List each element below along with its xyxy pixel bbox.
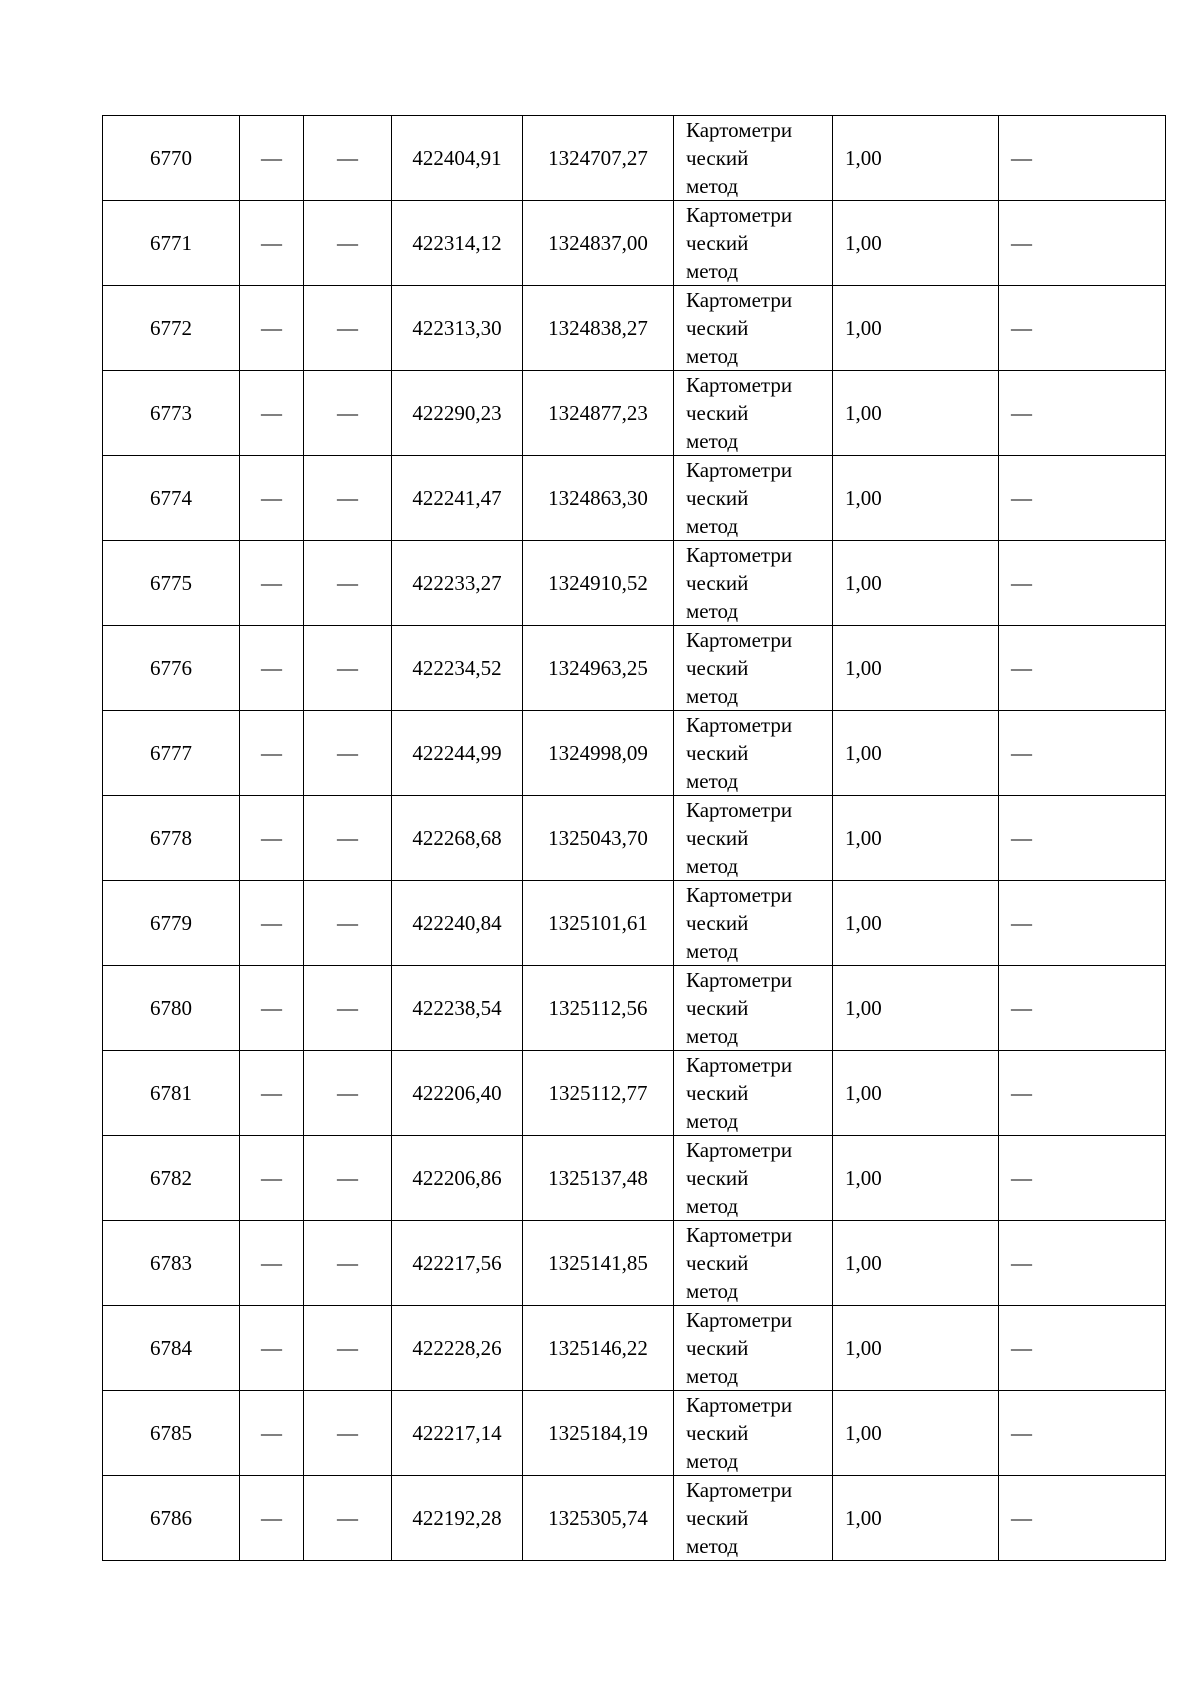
empty-x-cell: — (240, 1136, 304, 1221)
method-cell (674, 1391, 833, 1476)
empty-x-cell: — (240, 371, 304, 456)
method-cell (674, 881, 833, 966)
accuracy-cell: 1,00 (833, 626, 999, 711)
empty-y-cell: — (304, 711, 392, 796)
empty-x-cell: — (240, 1221, 304, 1306)
last-column-cell: — (999, 541, 1166, 626)
last-column-cell: — (999, 796, 1166, 881)
accuracy-cell: 1,00 (833, 1051, 999, 1136)
accuracy-cell: 1,00 (833, 1136, 999, 1221)
y-coordinate-cell: 1324963,25 (523, 626, 674, 711)
method-text-line: метод (686, 1109, 739, 1133)
method-text-line: метод (686, 939, 739, 963)
table-row (103, 1391, 1166, 1476)
method-cell (674, 711, 833, 796)
accuracy-cell: 1,00 (833, 1306, 999, 1391)
method-text-line: Картометри (686, 1223, 793, 1247)
method-text-line: ческий (686, 486, 749, 510)
accuracy-cell: 1,00 (833, 201, 999, 286)
empty-y-cell: — (304, 456, 392, 541)
last-column-cell: — (999, 1306, 1166, 1391)
table-row (103, 456, 1166, 541)
method-text-line: Картометри (686, 968, 793, 992)
y-coordinate-cell: 1325043,70 (523, 796, 674, 881)
point-number-cell: 6773 (103, 371, 240, 456)
empty-y-cell: — (304, 1221, 392, 1306)
table-row (103, 286, 1166, 371)
table-row (103, 1476, 1166, 1561)
point-number-cell: 6777 (103, 711, 240, 796)
y-coordinate-cell: 1324837,00 (523, 201, 674, 286)
last-column-cell: — (999, 286, 1166, 371)
empty-x-cell: — (240, 1051, 304, 1136)
table-row (103, 1136, 1166, 1221)
accuracy-cell: 1,00 (833, 286, 999, 371)
method-cell (674, 1051, 833, 1136)
empty-y-cell: — (304, 286, 392, 371)
empty-y-cell: — (304, 116, 392, 201)
y-coordinate-cell: 1324707,27 (523, 116, 674, 201)
empty-x-cell: — (240, 626, 304, 711)
x-coordinate-cell: 422244,99 (392, 711, 523, 796)
method-text-line: Картометри (686, 628, 793, 652)
method-text-line: метод (686, 769, 739, 793)
table-row (103, 541, 1166, 626)
empty-y-cell: — (304, 1136, 392, 1221)
empty-x-cell: — (240, 796, 304, 881)
coordinates-table (102, 115, 1166, 1561)
point-number-cell: 6786 (103, 1476, 240, 1561)
x-coordinate-cell: 422217,56 (392, 1221, 523, 1306)
method-cell (674, 116, 833, 201)
point-number-cell: 6784 (103, 1306, 240, 1391)
empty-x-cell: — (240, 456, 304, 541)
empty-y-cell: — (304, 1051, 392, 1136)
y-coordinate-cell: 1325305,74 (523, 1476, 674, 1561)
y-coordinate-cell: 1325137,48 (523, 1136, 674, 1221)
method-text-line: метод (686, 344, 739, 368)
method-text-line: Картометри (686, 1308, 793, 1332)
empty-x-cell: — (240, 711, 304, 796)
y-coordinate-cell: 1325146,22 (523, 1306, 674, 1391)
empty-x-cell: — (240, 1306, 304, 1391)
empty-y-cell: — (304, 1391, 392, 1476)
y-coordinate-cell: 1325101,61 (523, 881, 674, 966)
y-coordinate-cell: 1324838,27 (523, 286, 674, 371)
accuracy-cell: 1,00 (833, 881, 999, 966)
method-cell (674, 1306, 833, 1391)
method-text-line: метод (686, 429, 739, 453)
method-text-line: метод (686, 514, 739, 538)
point-number-cell: 6783 (103, 1221, 240, 1306)
y-coordinate-cell: 1324863,30 (523, 456, 674, 541)
method-text-line: метод (686, 1194, 739, 1218)
point-number-cell: 6782 (103, 1136, 240, 1221)
empty-x-cell: — (240, 201, 304, 286)
x-coordinate-cell: 422238,54 (392, 966, 523, 1051)
last-column-cell: — (999, 201, 1166, 286)
method-text-line: метод (686, 1364, 739, 1388)
method-text-line: Картометри (686, 883, 793, 907)
method-text-line: ческий (686, 996, 749, 1020)
x-coordinate-cell: 422228,26 (392, 1306, 523, 1391)
method-text-line: Картометри (686, 373, 793, 397)
method-text-line: ческий (686, 1081, 749, 1105)
method-text-line: ческий (686, 571, 749, 595)
method-text-line: метод (686, 1279, 739, 1303)
empty-x-cell: — (240, 541, 304, 626)
empty-y-cell: — (304, 1306, 392, 1391)
table-body (103, 116, 1166, 1561)
method-text-line: Картометри (686, 118, 793, 142)
method-text-line: Картометри (686, 458, 793, 482)
empty-y-cell: — (304, 966, 392, 1051)
method-cell (674, 966, 833, 1051)
x-coordinate-cell: 422290,23 (392, 371, 523, 456)
table-row (103, 881, 1166, 966)
method-cell (674, 1221, 833, 1306)
y-coordinate-cell: 1325184,19 (523, 1391, 674, 1476)
x-coordinate-cell: 422206,40 (392, 1051, 523, 1136)
x-coordinate-cell: 422404,91 (392, 116, 523, 201)
point-number-cell: 6778 (103, 796, 240, 881)
method-cell (674, 541, 833, 626)
method-text-line: ческий (686, 401, 749, 425)
method-text-line: ческий (686, 146, 749, 170)
point-number-cell: 6771 (103, 201, 240, 286)
point-number-cell: 6774 (103, 456, 240, 541)
method-text-line: ческий (686, 316, 749, 340)
empty-y-cell: — (304, 626, 392, 711)
method-text-line: ческий (686, 231, 749, 255)
table-row (103, 1306, 1166, 1391)
empty-x-cell: — (240, 881, 304, 966)
method-cell (674, 1476, 833, 1561)
table-row (103, 201, 1166, 286)
y-coordinate-cell: 1324910,52 (523, 541, 674, 626)
method-text-line: метод (686, 1534, 739, 1558)
x-coordinate-cell: 422268,68 (392, 796, 523, 881)
method-text-line: метод (686, 684, 739, 708)
x-coordinate-cell: 422313,30 (392, 286, 523, 371)
method-text-line: ческий (686, 741, 749, 765)
table-row (103, 711, 1166, 796)
empty-y-cell: — (304, 541, 392, 626)
method-text-line: ческий (686, 1506, 749, 1530)
x-coordinate-cell: 422314,12 (392, 201, 523, 286)
last-column-cell: — (999, 881, 1166, 966)
method-cell (674, 456, 833, 541)
method-text-line: метод (686, 1449, 739, 1473)
method-text-line: Картометри (686, 1138, 793, 1162)
last-column-cell: — (999, 1476, 1166, 1561)
last-column-cell: — (999, 371, 1166, 456)
empty-y-cell: — (304, 796, 392, 881)
y-coordinate-cell: 1325112,77 (523, 1051, 674, 1136)
accuracy-cell: 1,00 (833, 371, 999, 456)
accuracy-cell: 1,00 (833, 1391, 999, 1476)
empty-y-cell: — (304, 1476, 392, 1561)
method-cell (674, 286, 833, 371)
accuracy-cell: 1,00 (833, 1476, 999, 1561)
accuracy-cell: 1,00 (833, 711, 999, 796)
method-text-line: метод (686, 259, 739, 283)
method-text-line: ческий (686, 911, 749, 935)
table-row (103, 966, 1166, 1051)
accuracy-cell: 1,00 (833, 966, 999, 1051)
empty-x-cell: — (240, 966, 304, 1051)
x-coordinate-cell: 422234,52 (392, 626, 523, 711)
y-coordinate-cell: 1325141,85 (523, 1221, 674, 1306)
method-text-line: ческий (686, 656, 749, 680)
method-text-line: Картометри (686, 798, 793, 822)
last-column-cell: — (999, 1051, 1166, 1136)
y-coordinate-cell: 1324877,23 (523, 371, 674, 456)
table-row (103, 1051, 1166, 1136)
point-number-cell: 6772 (103, 286, 240, 371)
last-column-cell: — (999, 1136, 1166, 1221)
method-text-line: Картометри (686, 1478, 793, 1502)
method-cell (674, 371, 833, 456)
accuracy-cell: 1,00 (833, 796, 999, 881)
empty-x-cell: — (240, 1476, 304, 1561)
accuracy-cell: 1,00 (833, 116, 999, 201)
table-row (103, 1221, 1166, 1306)
x-coordinate-cell: 422217,14 (392, 1391, 523, 1476)
last-column-cell: — (999, 1221, 1166, 1306)
point-number-cell: 6776 (103, 626, 240, 711)
method-text-line: ческий (686, 1166, 749, 1190)
empty-x-cell: — (240, 286, 304, 371)
method-cell (674, 796, 833, 881)
point-number-cell: 6780 (103, 966, 240, 1051)
accuracy-cell: 1,00 (833, 1221, 999, 1306)
empty-x-cell: — (240, 116, 304, 201)
method-cell (674, 626, 833, 711)
method-text-line: Картометри (686, 203, 793, 227)
method-text-line: Картометри (686, 713, 793, 737)
point-number-cell: 6770 (103, 116, 240, 201)
empty-y-cell: — (304, 371, 392, 456)
method-text-line: метод (686, 174, 739, 198)
point-number-cell: 6779 (103, 881, 240, 966)
method-text-line: Картометри (686, 1393, 793, 1417)
method-text-line: ческий (686, 1421, 749, 1445)
y-coordinate-cell: 1324998,09 (523, 711, 674, 796)
accuracy-cell: 1,00 (833, 456, 999, 541)
table-row (103, 116, 1166, 201)
empty-y-cell: — (304, 881, 392, 966)
table-row (103, 796, 1166, 881)
last-column-cell: — (999, 626, 1166, 711)
method-text-line: ческий (686, 1251, 749, 1275)
table-row (103, 371, 1166, 456)
method-text-line: ческий (686, 826, 749, 850)
method-text-line: Картометри (686, 1053, 793, 1077)
x-coordinate-cell: 422233,27 (392, 541, 523, 626)
table-row (103, 626, 1166, 711)
point-number-cell: 6775 (103, 541, 240, 626)
last-column-cell: — (999, 116, 1166, 201)
last-column-cell: — (999, 966, 1166, 1051)
last-column-cell: — (999, 711, 1166, 796)
method-text-line: Картометри (686, 288, 793, 312)
method-text-line: метод (686, 599, 739, 623)
last-column-cell: — (999, 1391, 1166, 1476)
empty-y-cell: — (304, 201, 392, 286)
y-coordinate-cell: 1325112,56 (523, 966, 674, 1051)
accuracy-cell: 1,00 (833, 541, 999, 626)
x-coordinate-cell: 422206,86 (392, 1136, 523, 1221)
method-text-line: метод (686, 854, 739, 878)
method-text-line: Картометри (686, 543, 793, 567)
method-text-line: ческий (686, 1336, 749, 1360)
point-number-cell: 6785 (103, 1391, 240, 1476)
method-cell (674, 1136, 833, 1221)
empty-x-cell: — (240, 1391, 304, 1476)
x-coordinate-cell: 422241,47 (392, 456, 523, 541)
x-coordinate-cell: 422192,28 (392, 1476, 523, 1561)
method-cell (674, 201, 833, 286)
last-column-cell: — (999, 456, 1166, 541)
method-text-line: метод (686, 1024, 739, 1048)
point-number-cell: 6781 (103, 1051, 240, 1136)
x-coordinate-cell: 422240,84 (392, 881, 523, 966)
